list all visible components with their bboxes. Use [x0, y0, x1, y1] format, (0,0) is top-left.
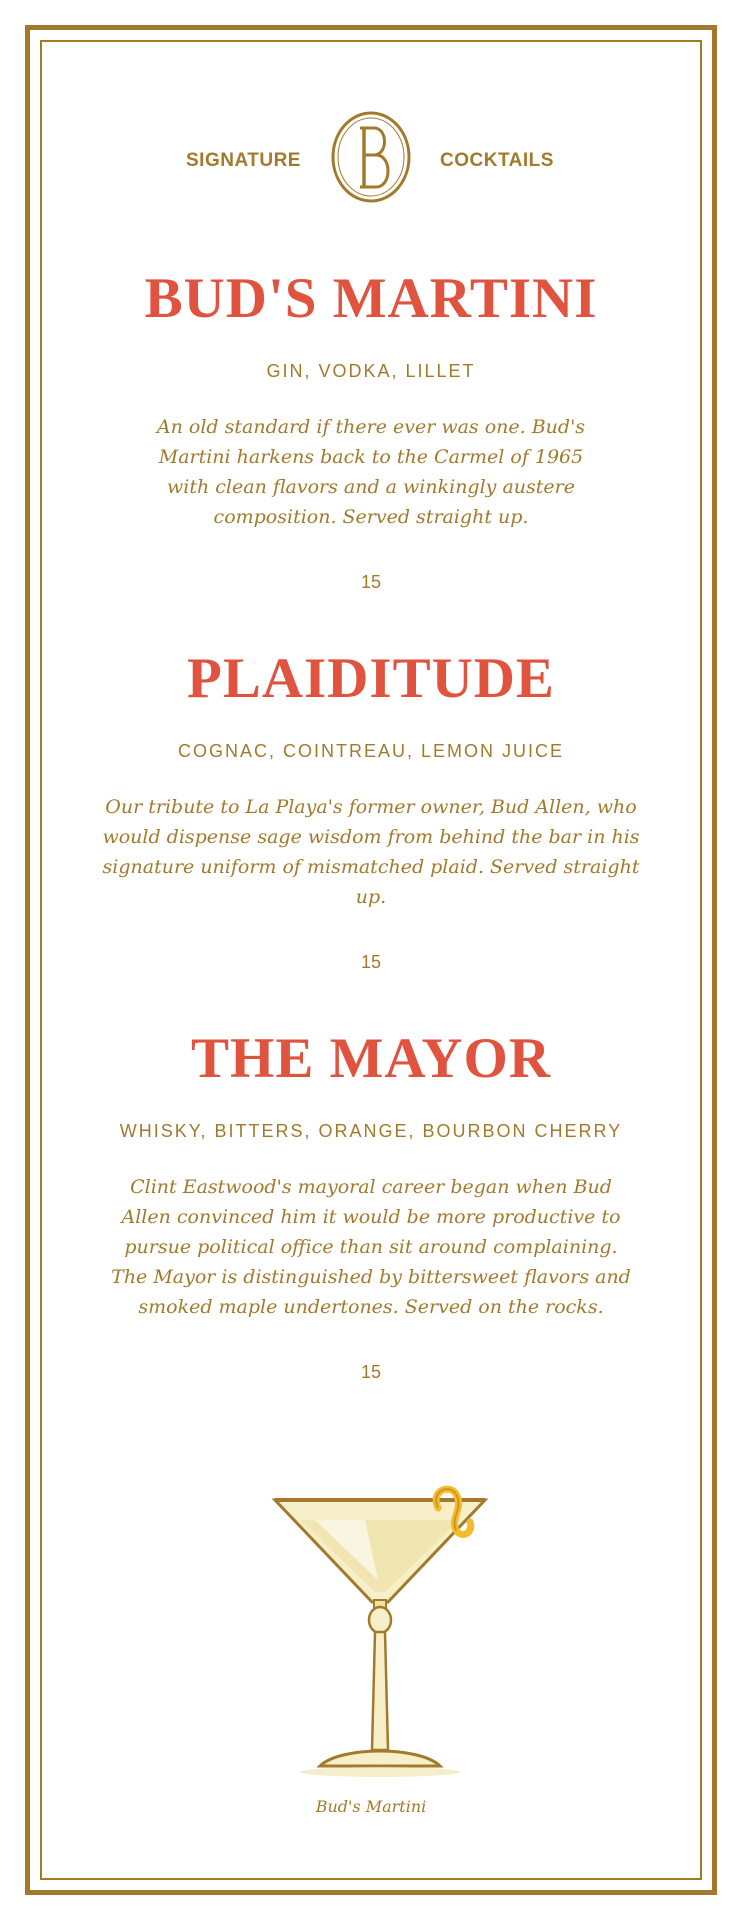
cocktail-description: An old standard if there ever was one. Bud's Martini harkens back to the Carmel of 1965 with clean flavors and a winkingly austere composition. Served straight up. — [156, 416, 586, 528]
cocktail-ingredients: WHISKY, BITTERS, ORANGE, BOURBON CHERRY — [119, 1121, 623, 1141]
illustration-caption: Bud's Martini — [315, 1797, 427, 1816]
cocktail-price: 15 — [360, 1362, 382, 1382]
header-left-label: SIGNATURE — [186, 150, 301, 171]
cocktail-price: 15 — [360, 572, 382, 592]
cocktail-buds-martini — [80, 267, 662, 593]
menu-header — [0, 110, 742, 210]
cocktail-ingredients: COGNAC, COINTREAU, LEMON JUICE — [177, 741, 565, 761]
monogram-ob-icon — [330, 110, 412, 205]
cocktail-name: BUD'S MARTINI — [144, 267, 598, 330]
cocktail-description: Clint Eastwood's mayoral career began when Bud Allen convinced him it would be more productive to pursue political office than sit around complaining. The Mayor is distinguished by bittersweet flavors and smoked maple undertones. Served on the rocks. — [111, 1176, 631, 1318]
cocktail-the-mayor — [80, 1027, 662, 1383]
cocktail-name: THE MAYOR — [190, 1027, 552, 1090]
cocktail-name: PLAIDITUDE — [187, 647, 555, 710]
header-right-label: COCKTAILS — [440, 150, 554, 171]
cocktail-plaiditude — [80, 647, 662, 973]
martini-glass-icon — [260, 1480, 500, 1780]
cocktail-ingredients: GIN, VODKA, LILLET — [266, 361, 476, 381]
cocktail-price: 15 — [360, 952, 382, 972]
cocktail-description: Our tribute to La Playa's former owner, Bud Allen, who would dispense sage wisdom from behind the bar in his signature uniform of mismatched plaid. Served straight up. — [102, 796, 640, 908]
